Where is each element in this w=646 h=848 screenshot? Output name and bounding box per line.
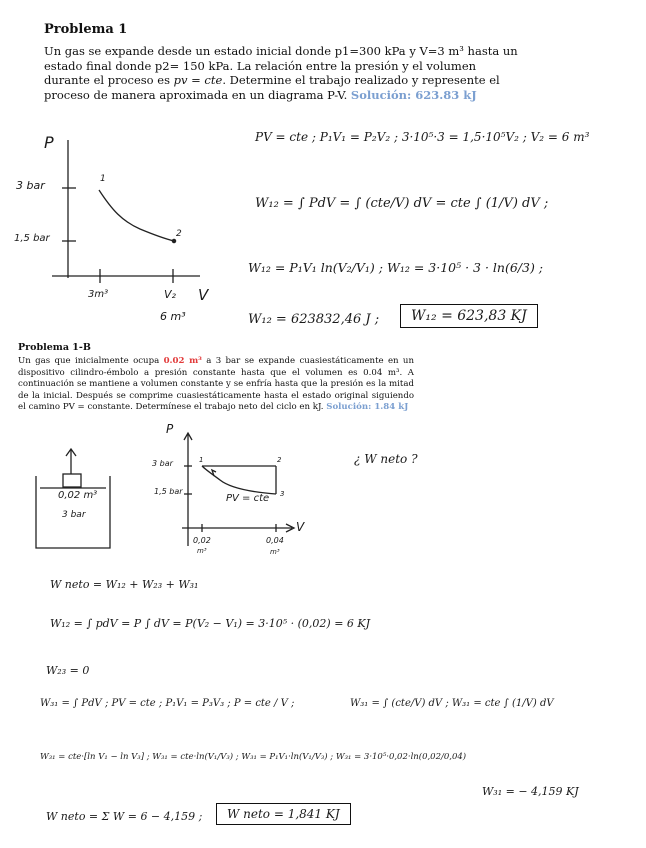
problem1-formula: pv = cte [173, 73, 223, 87]
graph1-x-tick-2: V₂ [164, 288, 176, 301]
graph1-y-tick-top: 3 bar [16, 179, 45, 192]
hw2-line4a: W₃₁ = ∫ PdV ; PV = cte ; P₁V₁ = P₃V₃ ; P = cte / V ; [40, 698, 295, 709]
hw2-line7: W neto = Σ W = 6 − 4,159 ; [46, 810, 203, 823]
graph2-x-tick-1: 0,02 [193, 536, 211, 545]
hw1-line3: W₁₂ = P₁V₁ ln(V₂/V₁) ; W₁₂ = 3·10⁵ · 3 · ln(6/3) ; [248, 260, 544, 275]
graph1-x-axis-label: V [198, 286, 209, 304]
hw2-result-box: W neto = 1,841 KJ [216, 803, 351, 825]
graph1-point-2: 2 [176, 229, 182, 239]
graph2-x-tick-1-unit: m³ [197, 547, 207, 555]
graph2-y-axis-label: P [166, 422, 174, 436]
hw1-line4: W₁₂ = 623832,46 J ; [248, 312, 380, 327]
hw2-line6: W₃₁ = − 4,159 KJ [482, 785, 579, 798]
graph2-x-tick-2: 0,04 [266, 536, 284, 545]
graph1-point-1: 1 [100, 174, 106, 184]
graph2-point-2: 2 [277, 456, 282, 464]
hw1-result-box: W₁₂ = 623,83 KJ [400, 304, 538, 328]
graph1-y-tick-bottom: 1,5 bar [14, 233, 50, 244]
problem1b-title: Problema 1-B [18, 342, 91, 353]
problem1b-highlight: 0.02 m³ [163, 356, 202, 366]
hw2-line1: W neto = W₁₂ + W₂₃ + W₃₁ [50, 578, 199, 591]
problem1-text-b: . Determine el trabajo realizado y represente el proceso de manera aproximada en un diagrama P-V. [44, 73, 500, 102]
graph2-y-tick-bottom: 1,5 bar [154, 487, 183, 496]
hw2-line5: W₃₁ = cte·[ln V₁ − ln V₃] ; W₃₁ = cte·ln(V₁/V₃) ; W₃₁ = P₁V₁·ln(V₁/V₃) ; W₃₁ = 3·10⁵·0,02·ln(0,02/0,04) [40, 752, 467, 762]
graph2-y-tick-top: 3 bar [152, 459, 173, 468]
graph2-point-3: 3 [280, 490, 285, 498]
problem1b-text-a: Un gas que inicialmente ocupa [18, 356, 164, 366]
problem1-title: Problema 1 [44, 22, 128, 37]
cylinder-volume: 0,02 m³ [58, 490, 98, 501]
hw1-line2: W₁₂ = ∫ PdV = ∫ (cte/V) dV = cte ∫ (1/V) dV ; [255, 196, 549, 211]
cylinder-pressure: 3 bar [62, 510, 86, 520]
graph1-x-tick-2-value: 6 m³ [160, 310, 186, 323]
graph1-x-tick-1: 3m³ [88, 289, 109, 300]
problem1b-statement [18, 356, 414, 414]
problem1b-text-b: a 3 bar se expande cuasiestáticamente en un dispositivo cilindro-émbolo a presión constante hasta que el volumen es 0.04 m³. A continuación se mantiene a volumen constante y se enfría hasta que la presión es la mitad de la inicial. Después se comprime cuasiestáticamente hasta el estado original siguiendo el camino PV = constante. Determínese el trabajo neto del ciclo en kJ. [18, 356, 415, 413]
graph2-x-tick-2-unit: m³ [270, 548, 280, 556]
problem1b-solution: Solución: 1.84 kJ [326, 402, 409, 413]
problem1-solution: Solución: 623.83 kJ [350, 87, 477, 102]
hw1-line1: PV = cte ; P₁V₁ = P₂V₂ ; 3·10⁵·3 = 1,5·10⁵V₂ ; V₂ = 6 m³ [255, 130, 590, 144]
graph2-point-1: 1 [199, 456, 204, 464]
graph1-y-axis-label: P [44, 133, 54, 152]
graph1-process-curve [99, 190, 174, 241]
problem1-statement [44, 44, 524, 102]
graph2-x-axis-label: V [296, 520, 305, 534]
hw2-line2: W₁₂ = ∫ pdV = P ∫ dV = P(V₂ − V₁) = 3·10⁵ · (0,02) = 6 KJ [50, 617, 371, 630]
graph2-curve-label: PV = cte [226, 493, 270, 504]
question-w-neto: ¿ W neto ? [354, 452, 418, 466]
hw2-line4b: W₃₁ = ∫ (cte/V) dV ; W₃₁ = cte ∫ (1/V) dV [350, 698, 554, 709]
problem1-text-a: Un gas se expande desde un estado inicial donde p1=300 kPa y V=3 m³ hasta un estado final donde p2= 150 kPa. La relación entre la presión y el volumen durante el proceso es [44, 44, 518, 87]
hw2-line3: W₂₃ = 0 [46, 664, 90, 677]
